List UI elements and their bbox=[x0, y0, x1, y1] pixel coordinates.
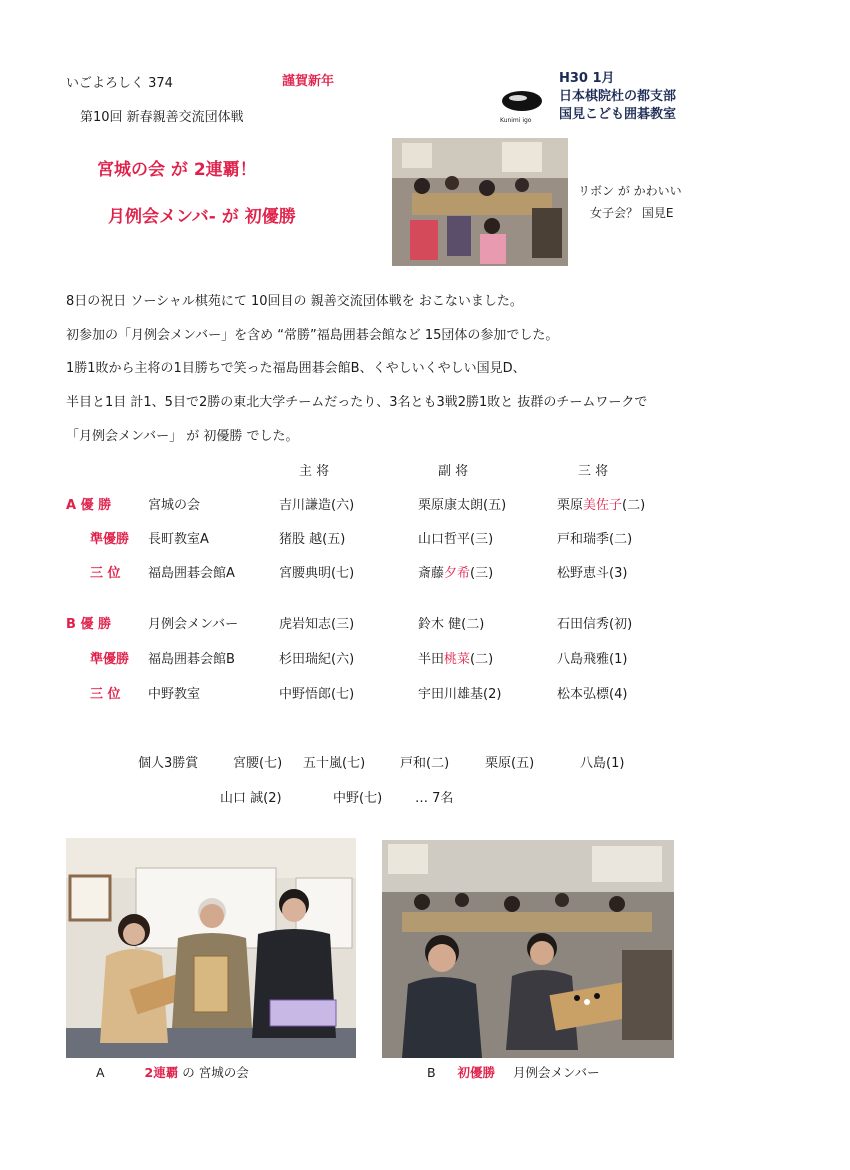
table-row bbox=[0, 683, 850, 705]
team-name: 長町教室A bbox=[148, 532, 209, 547]
table-row bbox=[0, 528, 850, 550]
player-vice: 山口哲平(三) bbox=[418, 532, 494, 547]
org-name: 日本棋院杜の都支部 bbox=[559, 89, 677, 104]
new-year-greeting: 謹賀新年 bbox=[282, 74, 335, 89]
top-photo-caption-1: リボン が かわいい bbox=[578, 184, 682, 198]
headline-1: 宮城の会 が 2連覇！ bbox=[97, 160, 257, 180]
top-photo-caption-2: 女子会？ 国見E bbox=[590, 206, 674, 220]
date-label: H30 1月 bbox=[559, 71, 615, 86]
player-vice: 宇田川雄基(2) bbox=[418, 687, 502, 702]
top-photo bbox=[392, 138, 568, 266]
caption-photo-b: B 初優勝 月例会メンバー bbox=[427, 1065, 600, 1080]
table-row bbox=[0, 562, 850, 584]
rank-label: 三 位 bbox=[90, 687, 121, 702]
article-line-4: 半目と1目 計1、5目で2勝の東北大学チームだったり、3名とも3戦2勝1敗と 抜群のチームワークで bbox=[66, 395, 648, 410]
photo-team-a bbox=[66, 838, 356, 1058]
team-name: 宮城の会 bbox=[148, 498, 201, 513]
rank-label: 三 位 bbox=[90, 566, 121, 581]
player-vice: 半田桃菜(二) bbox=[418, 652, 494, 667]
player-vice: 斎藤夕希(三) bbox=[418, 566, 494, 581]
article-line-5: 「月例会メンバー」 が 初優勝 でした。 bbox=[66, 429, 299, 444]
player-third: 松本弘標(4) bbox=[557, 687, 628, 702]
player-third: 栗原美佐子(二) bbox=[557, 498, 646, 513]
player-captain: 杉田瑞紀(六) bbox=[279, 652, 355, 667]
player-vice: 鈴木 健(二) bbox=[418, 617, 485, 632]
player-third: 戸和瑞季(二) bbox=[557, 532, 633, 547]
individual-name: 五十嵐(七) bbox=[303, 756, 366, 771]
individual-count: … 7名 bbox=[415, 791, 454, 806]
header-captain: 主 将 bbox=[299, 464, 330, 479]
player-vice: 栗原康太朗(五) bbox=[418, 498, 507, 513]
rank-label: A 優 勝 bbox=[66, 498, 112, 513]
player-captain: 宮腰典明(七) bbox=[279, 566, 355, 581]
article-line-2: 初参加の「月例会メンバー」を含め “常勝”福島囲碁会館など 15団体の参加でした。 bbox=[66, 328, 559, 343]
caption-photo-a: A 2連覇 の 宮城の会 bbox=[96, 1065, 249, 1080]
player-captain: 中野悟郎(七) bbox=[279, 687, 355, 702]
individual-name: 八島(1) bbox=[580, 756, 625, 771]
team-name: 月例会メンバー bbox=[148, 617, 239, 632]
table-row bbox=[0, 494, 850, 516]
team-name: 福島囲碁会館A bbox=[148, 566, 235, 581]
player-third: 八島飛雅(1) bbox=[557, 652, 628, 667]
issue-number: いごよろしく 374 bbox=[66, 76, 173, 91]
headline-2: 月例会メンバ- が 初優勝 bbox=[108, 207, 296, 227]
player-third: 松野恵斗(3) bbox=[557, 566, 628, 581]
class-name: 国見こども囲碁教室 bbox=[559, 107, 677, 122]
logo-caption: Kunimi igo bbox=[500, 117, 532, 124]
individual-name: 山口 誠(2) bbox=[220, 791, 282, 806]
table-row bbox=[0, 613, 850, 635]
header-vice: 副 将 bbox=[438, 464, 469, 479]
player-third: 石田信秀(初) bbox=[557, 617, 633, 632]
individual-award-label: 個人3勝賞 bbox=[138, 756, 199, 771]
player-captain: 吉川謙造(六) bbox=[279, 498, 355, 513]
individual-name: 宮腰(七) bbox=[233, 756, 283, 771]
article-line-1: 8日の祝日 ソーシャル棋苑にて 10回目の 親善交流団体戦を おこないました。 bbox=[66, 294, 523, 309]
rank-label: 準優勝 bbox=[90, 652, 130, 667]
photo-team-b bbox=[382, 840, 674, 1058]
individual-name: 戸和(二) bbox=[400, 756, 450, 771]
team-name: 中野教室 bbox=[148, 687, 201, 702]
team-name: 福島囲碁会館B bbox=[148, 652, 235, 667]
individual-name: 栗原(五) bbox=[485, 756, 535, 771]
individual-name: 中野(七) bbox=[333, 791, 383, 806]
article-line-3: 1勝1敗から主将の1目勝ちで笑った福島囲碁会館B、くやしいくやしい国見D、 bbox=[66, 361, 526, 376]
table-row bbox=[0, 648, 850, 670]
event-title: 第10回 新春親善交流団体戦 bbox=[80, 110, 244, 125]
rank-label: 準優勝 bbox=[90, 532, 130, 547]
player-captain: 猪股 越(五) bbox=[279, 532, 346, 547]
rank-label: B 優 勝 bbox=[66, 617, 111, 632]
player-captain: 虎岩知志(三) bbox=[279, 617, 355, 632]
header-third: 三 将 bbox=[578, 464, 609, 479]
